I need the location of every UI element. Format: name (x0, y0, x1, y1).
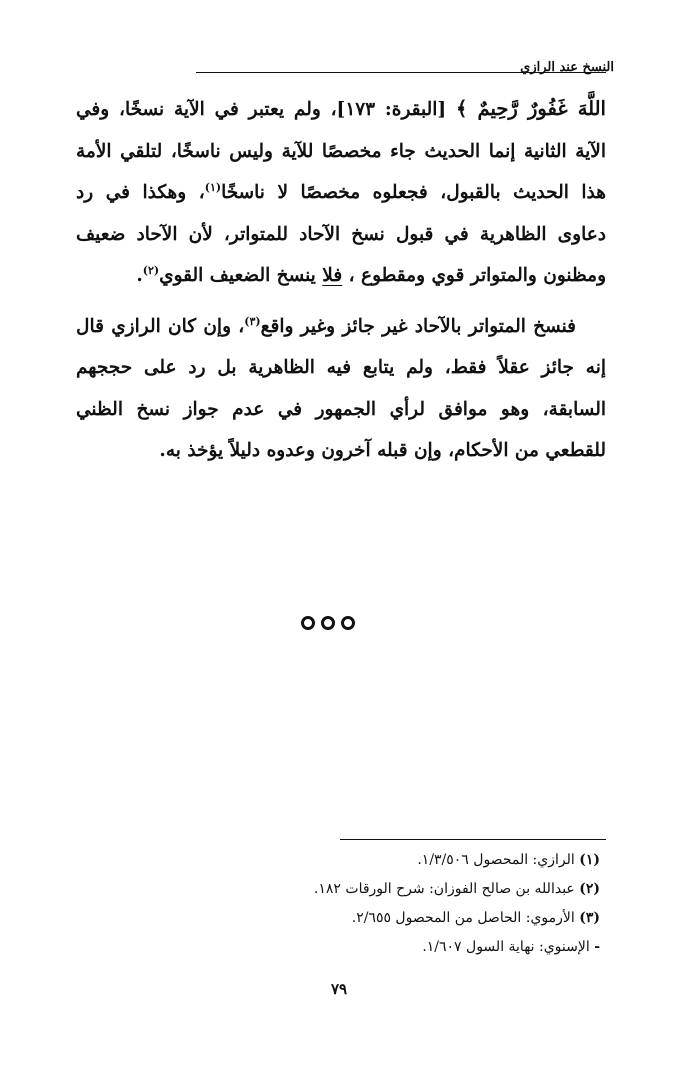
header-rule (196, 72, 606, 73)
footnote-ref-2: (٢) (142, 263, 160, 277)
footnote-text: الأرموي: الحاصل من المحصول ٢/٦٥٥. (351, 910, 580, 926)
body-text (76, 88, 606, 472)
paragraph-2 (76, 306, 606, 472)
footnote-text: الرازي: المحصول ١/٣/٥٠٦. (417, 852, 580, 868)
footnote-ref-1: (١) (204, 180, 222, 194)
footnote-number: (١) (579, 852, 600, 868)
footnote-item (314, 875, 600, 904)
para1-text: [البقرة: ١٧٣]، ولم يعتبر في الآية نسخًا، وفي الآية الثانية إنما الحديث جاء مخصصًا للآية وليس ناسخًا، لتلقي الأمة هذا الحديث بالقبول، فجعلوه مخصصًا لا ناسخًا (76, 99, 606, 203)
footnote-item (314, 933, 600, 962)
footnote-number: (٣) (579, 910, 600, 926)
quran-verse: اللَّهَ غَفُورٌ رَّحِيمٌ ﴾ (455, 97, 606, 120)
para2-text-rest: ، وإن كان الرازي قال إنه جائز عقلاً فقط، ولم يتابع فيه الظاهرية بل رد على حججهم السابقة، وهو موافق لرأي الجمهور في عدم جواز نسخ الظني للقطعي من الأحكام، وإن قبله آخرون وعدوه دليلاً يؤخذ به. (76, 315, 606, 461)
footnote-item (314, 904, 600, 933)
footnote-number: (٢) (579, 881, 600, 897)
para1-text-mid: ، وهكذا في رد دعاوى الظاهرية في قبول نسخ الآحاد للمتواتر، لأن الآحاد ضعيف ومظنون والمتواتر قوي ومقطوع ، (76, 182, 606, 286)
page-number: ٧٩ (330, 980, 348, 998)
para1-end: . (136, 265, 143, 286)
para1-text-tail: ينسخ الضعيف القوي (159, 265, 323, 286)
footnote-item (314, 846, 600, 875)
footnote-text: عبدالله بن صالح الفوزان: شرح الورقات ١٨٢. (313, 881, 580, 897)
running-header: النسخ عند الرازي (520, 60, 614, 75)
ornament-circle (321, 616, 335, 630)
footnote-rule (340, 839, 606, 840)
ornament-circle (301, 616, 315, 630)
para2-text-start: فنسخ المتواتر بالآحاد غير جائز وغير واقع (260, 315, 577, 337)
footnote-ref-3: (٣) (244, 314, 261, 328)
underlined-word: فلا (322, 265, 343, 286)
footnotes (314, 846, 600, 962)
section-ornament (301, 616, 355, 634)
ornament-circle (341, 616, 355, 630)
paragraph-1 (76, 88, 606, 297)
footnote-number: - (594, 939, 600, 955)
footnote-text: الإسنوي: نهاية السول ١/٦٠٧. (422, 939, 595, 955)
